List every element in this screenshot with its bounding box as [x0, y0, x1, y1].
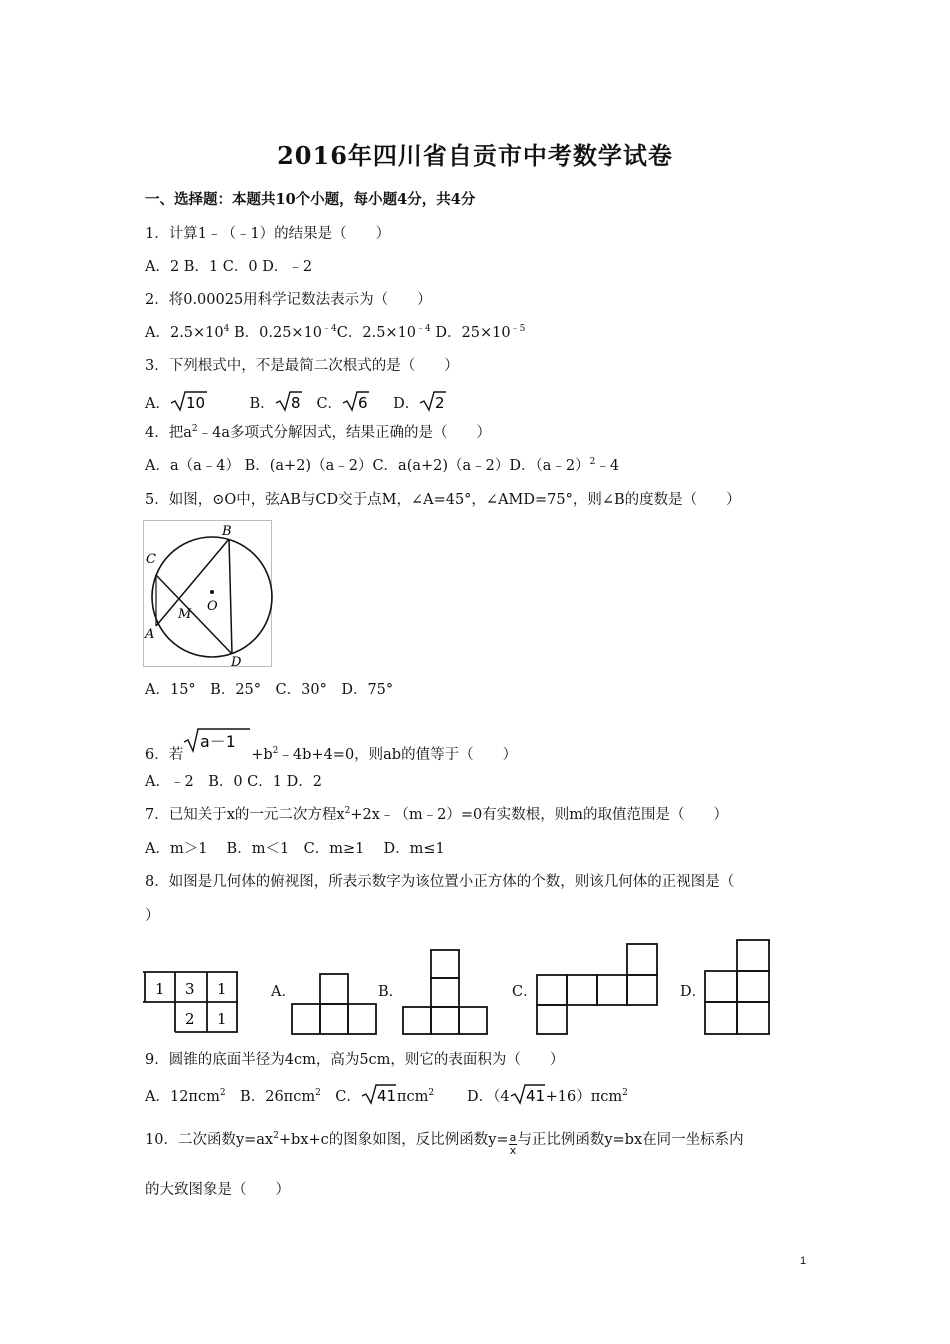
option-d-view [703, 938, 771, 1036]
sqrt-icon [170, 390, 208, 412]
option-c-label: C． [512, 984, 538, 1000]
option-b-view [402, 948, 490, 1036]
svg-text:6: 6 [358, 394, 368, 412]
sqrt-icon [361, 1083, 397, 1105]
question-8-stem-cont: ） [145, 908, 160, 924]
svg-text:10: 10 [185, 394, 206, 412]
svg-text:1: 1 [217, 1010, 227, 1028]
sqrt-icon [342, 390, 370, 412]
page-number: 1 [800, 1255, 807, 1267]
question-5-options: A．15° B．25° C．30° D．75° [145, 682, 394, 698]
option-d-label: D． [680, 984, 707, 1000]
label-m: M [178, 607, 192, 622]
svg-text:3: 3 [185, 980, 195, 998]
option-c-view [535, 942, 660, 1036]
svg-text:41: 41 [525, 1087, 545, 1105]
svg-text:2: 2 [185, 1010, 195, 1028]
top-view-grid [143, 970, 239, 1036]
question-6-options: A．﹣2 B．0 C．1 D．2 [145, 774, 322, 790]
circle-chord-figure [143, 520, 273, 668]
question-7-options: A．m＞1 B．m＜1 C．m≥1 D．m≤1 [145, 841, 445, 857]
label-b: B [222, 524, 232, 539]
page-title: 2016年四川省自贡市中考数学试卷 [277, 141, 673, 170]
question-6-stem: 6．若 a－1 $+b^2﹣4b+4=0$，则ab的值等于（ ） [145, 727, 517, 765]
question-5-stem: 5．如图，⊙O中，弦AB与CD交于点M，∠A=45°，∠AMD=75°，则∠B的度数是（ ） [145, 492, 741, 508]
label-d: D [231, 655, 242, 668]
sqrt-icon [183, 727, 251, 753]
question-2-options: A．$2.5\times 10^4$ B．$0.25\times 10^{﹣4}C$．$2.5\times 10^{﹣4}$ D．$25\times 10^{﹣5}$ [145, 324, 526, 341]
option-a-label: A． [271, 984, 296, 1000]
svg-text:8: 8 [290, 394, 301, 412]
svg-text:a－1: a－1 [200, 732, 236, 751]
question-9-stem: 9．圆锥的底面半径为4cm，高为5cm，则它的表面积为（ ） [145, 1052, 565, 1068]
question-8-stem: 8．如图是几何体的俯视图，所表示数字为该位置小正方体的个数，则该几何体的正视图是（ [145, 874, 735, 890]
svg-text:1: 1 [155, 980, 165, 998]
question-9-options: A．12πcm$^2$ B．26πcm$^2$ C． 41 πcm$^2$ D．（4 41 +16）πcm$^2$ [145, 1083, 628, 1107]
question-10-stem-line2: 的大致图象是（ ） [145, 1182, 290, 1198]
sqrt-icon [419, 390, 447, 412]
label-o: O [207, 599, 218, 614]
svg-text:1: 1 [217, 980, 227, 998]
question-2-stem: 2．将0.00025用科学记数法表示为（ ） [145, 292, 432, 308]
question-10-stem: 10．二次函数$y=ax^2+bx+c$的图象如图，反比例函数y= $\frac{a}{x}$与正比例函数y=bx在同一坐标系内 [145, 1131, 744, 1157]
question-3-options: A． 10 B． 8 C． 6 D． 2 [145, 390, 447, 414]
svg-text:41: 41 [376, 1087, 397, 1105]
question-4-stem: 4．把$a^2﹣4a$多项式分解因式，结果正确的是（ ） [145, 424, 491, 441]
label-c: C [146, 552, 156, 567]
section-heading: 一、选择题：本题共10个小题，每小题4分，共4分 [145, 191, 476, 208]
sqrt-icon [275, 390, 303, 412]
question-4-options: A．a（a﹣4） B．(a+2)（a﹣2）C．a(a+2)（a﹣2）D．（a﹣2）$^2$﹣4 [145, 457, 620, 474]
question-7-stem: 7．已知关于x的一元二次方程$x^2+2x﹣(m﹣2)=0$有实数根，则m的取值范围是（ ） [145, 806, 728, 823]
svg-text:2: 2 [435, 394, 445, 412]
option-b-label: B． [378, 984, 404, 1000]
option-a-view [290, 972, 378, 1036]
fraction-a-over-x: $\frac{a}{x}$ [509, 1131, 517, 1157]
sqrt-icon [510, 1083, 546, 1105]
question-1-options: A．2 B．1 C．0 D．﹣2 [145, 259, 313, 275]
question-3-stem: 3．下列根式中，不是最简二次根式的是（ ） [145, 358, 459, 374]
question-1-stem: 1．计算1﹣（﹣1）的结果是（ ） [145, 226, 391, 242]
label-a: A [145, 627, 155, 642]
